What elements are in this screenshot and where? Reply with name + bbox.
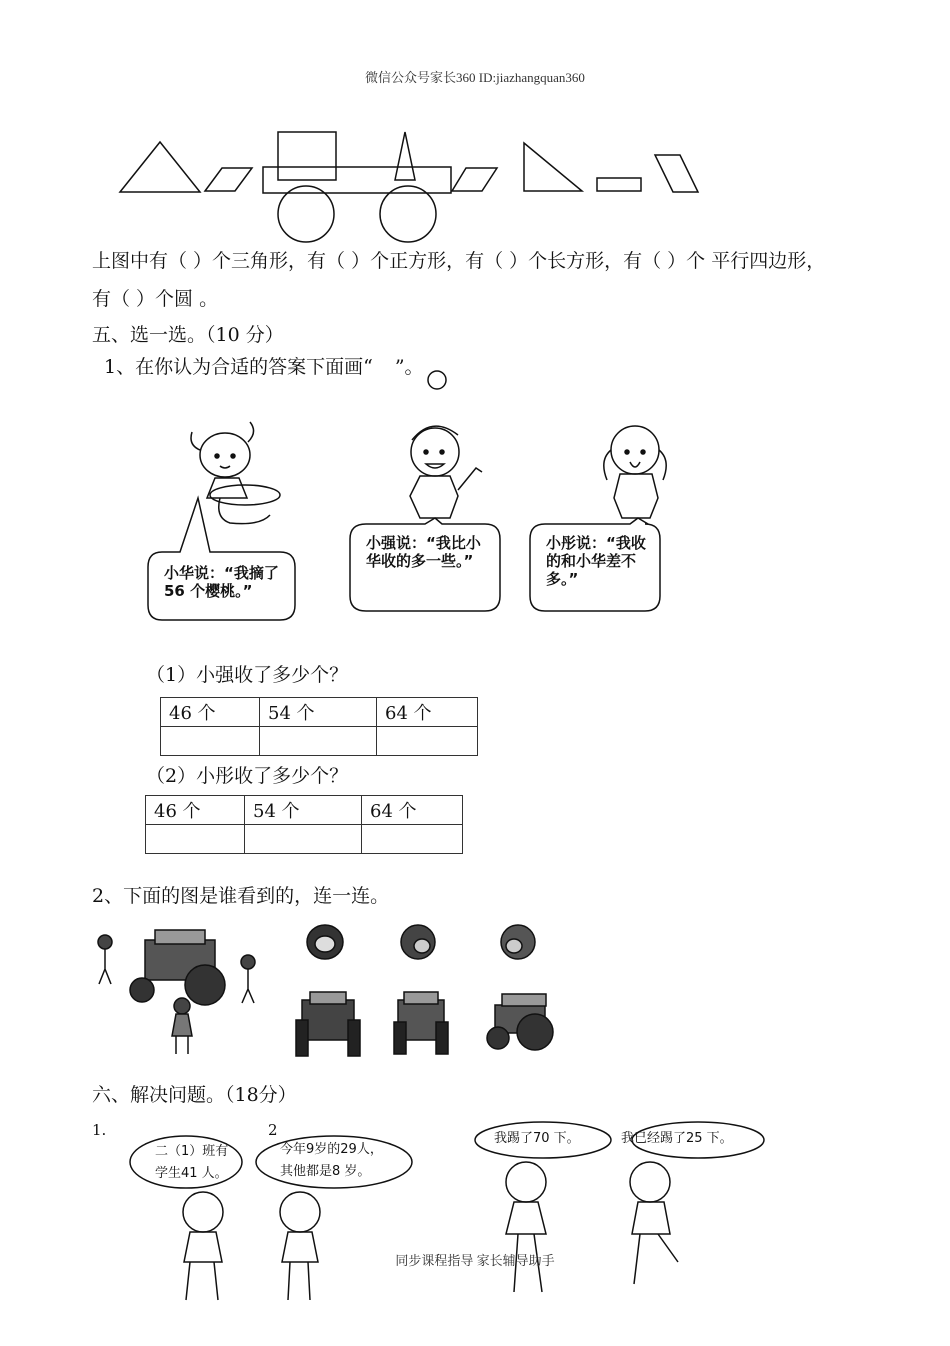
problem1-number: 1.: [92, 1121, 107, 1139]
wheel-circle-left: [278, 186, 334, 242]
problem2-number: 2: [268, 1121, 278, 1139]
triangle-shape: [120, 142, 200, 192]
sub1-option-2-answer-cell[interactable]: [260, 727, 377, 756]
q1-prompt-start: 1、在你认为合适的答案下面画“: [104, 356, 373, 378]
bubble-xiaohua-text: 小华说：“我摘了 56 个樱桃。”: [164, 564, 279, 600]
child-view-1-icon: [307, 925, 343, 959]
shapes-question-line1: 上图中有（ ）个三角形，有（ ）个正方形，有（ ）个长方形，有（ ）个 平行四边形，: [92, 250, 826, 272]
sub1-label: （1）小强收了多少个？: [146, 664, 349, 686]
sub2-options-table: [145, 795, 463, 854]
boy-1-figure: [183, 1192, 223, 1300]
tractor-back-view-icon: [394, 992, 448, 1054]
parallelogram-shape-2: [452, 168, 497, 191]
girl-2-figure: [280, 1192, 320, 1300]
shapes-figure: [110, 125, 710, 245]
shapes-question-line2: 有（ ）个圆 。: [92, 288, 219, 310]
tractor-side-view-icon: [487, 994, 553, 1050]
sub1-options-table: [160, 697, 478, 756]
section6-title: 六、解决问题。（18分）: [92, 1084, 297, 1106]
q1-prompt: [104, 352, 424, 379]
bubble2-line2: 其他都是8 岁。: [280, 1164, 371, 1179]
sub2-option-2-label: 54 个: [245, 796, 362, 825]
small-rectangle-shape: [597, 178, 641, 191]
sub2-option-1-answer-cell[interactable]: [146, 825, 245, 854]
square-shape: [278, 132, 336, 180]
page-header: 微信公众号家长360 ID:jiazhangquan360: [365, 70, 585, 85]
sub2-option-1-label: 46 个: [146, 796, 245, 825]
tractor-scene-icon: [98, 930, 255, 1054]
boy-xiaoqiang-figure: [410, 426, 482, 518]
q2-prompt: 2、下面的图是谁看到的，连一连。: [92, 885, 390, 907]
girl-xiaotong-figure: [604, 426, 666, 518]
parallelogram-shape: [205, 168, 252, 191]
bubble4-text: 我已经踢了25 下。: [621, 1131, 733, 1146]
sub1-option-3-answer-cell[interactable]: [377, 727, 478, 756]
bubble3-text: 我踢了70 下。: [494, 1131, 580, 1146]
sub1-option-2-label: 54 个: [260, 698, 377, 727]
sub1-option-1-label: 46 个: [161, 698, 260, 727]
tall-triangle-shape: [395, 132, 415, 180]
q1-prompt-end: ”。: [394, 356, 424, 378]
sub2-label: （2）小彤收了多少个？: [146, 765, 349, 787]
girl-xiaohua-figure: [191, 422, 280, 524]
sub2-option-2-answer-cell[interactable]: [245, 825, 362, 854]
child-view-3-icon: [501, 925, 535, 959]
bubble1-line1: 二（1）班有: [155, 1144, 229, 1159]
child-view-2-icon: [401, 925, 435, 959]
right-triangle-shape: [524, 143, 582, 191]
section5-title: 五、选一选。（10 分）: [92, 324, 284, 346]
bubble-xiaoqiang-text: 小强说：“我比小华收的多一些。”: [366, 534, 481, 570]
page-footer: 同步课程指导 家长辅导助手: [395, 1253, 555, 1268]
sub1-option-1-answer-cell[interactable]: [161, 727, 260, 756]
bubble2-line1: 今年9岁的29人，: [280, 1142, 383, 1157]
tractor-views-figure: [90, 920, 570, 1065]
girl-kicking-figure: [506, 1162, 546, 1292]
parallelogram-shape-3: [655, 155, 698, 192]
wheel-circle-right: [380, 186, 436, 242]
circle-mark-icon: [426, 369, 448, 391]
sub2-option-3-answer-cell[interactable]: [362, 825, 463, 854]
sub1-option-3-label: 64 个: [377, 698, 478, 727]
tractor-front-view-icon: [296, 992, 360, 1056]
bubble1-line2: 学生41 人。: [155, 1166, 228, 1181]
sub2-option-3-label: 64 个: [362, 796, 463, 825]
bubble-xiaotong-text: 小彤说：“我收的和小华差不多。”: [546, 534, 646, 588]
